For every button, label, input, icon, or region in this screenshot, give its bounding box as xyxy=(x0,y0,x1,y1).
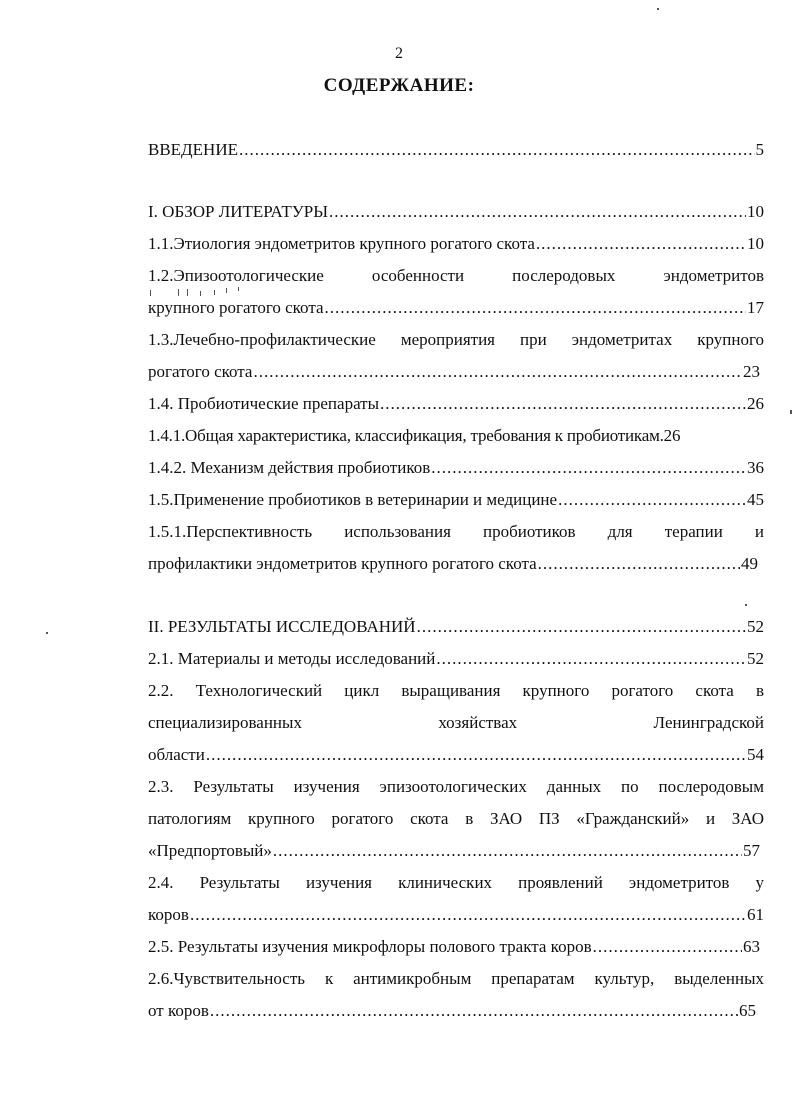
toc-entry-text: 1.4.2. Механизм действия пробиотиков xyxy=(148,458,431,477)
toc-entry-2-6-line1: 2.6.Чувствительность к антимикробным препаратам культур, выделенных xyxy=(148,969,764,988)
toc-entry-text: 2.1. Материалы и методы исследований xyxy=(148,649,436,668)
leader-dots xyxy=(190,905,746,925)
toc-entry-text: I. ОБЗОР ЛИТЕРАТУРЫ xyxy=(148,202,329,221)
toc-entry-page: 49 xyxy=(741,554,758,573)
toc-entry-page: 10 xyxy=(747,202,764,221)
toc-entry-page: 63 xyxy=(743,937,760,956)
toc-section-2 xyxy=(148,617,764,637)
leader-dots xyxy=(210,1001,738,1021)
scan-speck xyxy=(214,290,215,295)
toc-entry-1-2-line1: 1.2.Эпизоотологические особенности послеродовых эндометритов xyxy=(148,266,764,285)
toc-entry-page: 61 xyxy=(747,905,764,924)
toc-entry-page: 17 xyxy=(747,298,764,317)
toc-entry-text: II. РЕЗУЛЬТАТЫ ИССЛЕДОВАНИЙ xyxy=(148,617,416,636)
toc-entry-2-2-line3 xyxy=(148,745,764,765)
leader-dots xyxy=(558,490,746,510)
toc-entry-page: 52 xyxy=(747,649,764,668)
leader-dots xyxy=(538,554,740,574)
toc-entry-page: 54 xyxy=(747,745,764,764)
toc-entry-page: 52 xyxy=(747,617,764,636)
scan-speck xyxy=(187,289,188,296)
toc-entry-2-2-line1: 2.2. Технологический цикл выращивания крупного рогатого скота в xyxy=(148,681,764,700)
toc-entry-text: 1.1.Этиология эндометритов крупного рогатого скота xyxy=(148,234,535,253)
scan-speck xyxy=(200,291,201,296)
scan-speck xyxy=(238,287,239,291)
toc-entry-2-1 xyxy=(148,649,764,669)
toc-entry-1-4-2 xyxy=(148,458,764,478)
toc-entry-1-2-line2 xyxy=(148,298,764,318)
toc-entry-1-5-1-line1: 1.5.1.Перспективность использования пробиотиков для терапии и xyxy=(148,522,764,541)
leader-dots xyxy=(593,937,742,957)
leader-dots xyxy=(239,140,755,160)
scan-speck xyxy=(745,604,747,606)
toc-entry-1-4 xyxy=(148,394,764,414)
toc-entry-text: 2.5. Результаты изучения микрофлоры полового тракта коров xyxy=(148,937,592,956)
toc-entry-text: «Предпортовый» xyxy=(148,841,272,860)
toc-entry-text: профилактики эндометритов крупного рогатого скота xyxy=(148,554,537,573)
leader-dots xyxy=(325,298,746,318)
toc-entry-page: 65 xyxy=(739,1001,756,1020)
toc-entry-page: 45 xyxy=(747,490,764,509)
toc-entry-2-4-line2 xyxy=(148,905,764,925)
toc-entry-1-5 xyxy=(148,490,764,510)
toc-entry-text: коров xyxy=(148,905,189,924)
toc-entry-1-3-line2 xyxy=(148,362,760,382)
toc-entry-1-4-1: 1.4.1.Общая характеристика, классификация, требования к пробиотикам.26 xyxy=(148,426,681,445)
toc-entry-page: 36 xyxy=(747,458,764,477)
toc-section-1 xyxy=(148,202,764,222)
toc-entry-2-3-line2: патологиям крупного рогатого скота в ЗАО ПЗ «Гражданский» и ЗАО xyxy=(148,809,764,828)
leader-dots xyxy=(329,202,746,222)
toc-entry-2-3-line3 xyxy=(148,841,760,861)
toc-entry-text: от коров xyxy=(148,1001,209,1020)
toc-entry-2-6-line2 xyxy=(148,1001,756,1021)
leader-dots xyxy=(436,649,746,669)
leader-dots xyxy=(380,394,746,414)
toc-entry-1-1 xyxy=(148,234,764,254)
toc-entry-1-3-line1: 1.3.Лечебно-профилактические мероприятия при эндометритах крупного xyxy=(148,330,764,349)
leader-dots xyxy=(253,362,742,382)
toc-entry-2-4-line1: 2.4. Результаты изучения клинических проявлений эндометритов у xyxy=(148,873,764,892)
toc-entry-page: 57 xyxy=(743,841,760,860)
page-number: 2 xyxy=(395,45,403,62)
toc-entry-text: области xyxy=(148,745,205,764)
scan-speck xyxy=(178,289,179,296)
leader-dots xyxy=(273,841,742,861)
leader-dots xyxy=(417,617,746,637)
toc-entry-text: 1.4. Пробиотические препараты xyxy=(148,394,380,413)
toc-entry-text: 1.5.Применение пробиотиков в ветеринарии и медицине xyxy=(148,490,558,509)
toc-entry-2-5 xyxy=(148,937,760,957)
scan-speck xyxy=(790,410,792,414)
leader-dots xyxy=(206,745,746,765)
toc-entry-2-3-line1: 2.3. Результаты изучения эпизоотологических данных по послеродовым xyxy=(148,777,764,796)
toc-entry-page: 10 xyxy=(747,234,764,253)
toc-entry-text: рогатого скота xyxy=(148,362,253,381)
toc-title: СОДЕРЖАНИЕ: xyxy=(323,75,475,96)
leader-dots xyxy=(536,234,746,254)
toc-entry-text: крупного рогатого скота xyxy=(148,298,324,317)
toc-entry-2-2-line2: специализированных хозяйствах Ленинградской xyxy=(148,713,764,732)
scan-speck xyxy=(46,632,48,634)
toc-entry-page: 23 xyxy=(743,362,760,381)
toc-entry-page: 26 xyxy=(747,394,764,413)
leader-dots xyxy=(431,458,746,478)
scan-speck xyxy=(657,8,659,10)
toc-entry-page: 5 xyxy=(755,140,764,159)
scan-speck xyxy=(226,288,227,293)
toc-entry-text: ВВЕДЕНИЕ xyxy=(148,140,238,159)
scan-speck xyxy=(150,290,151,296)
toc-entry-intro xyxy=(148,140,764,160)
toc-entry-1-5-1-line2 xyxy=(148,554,758,574)
